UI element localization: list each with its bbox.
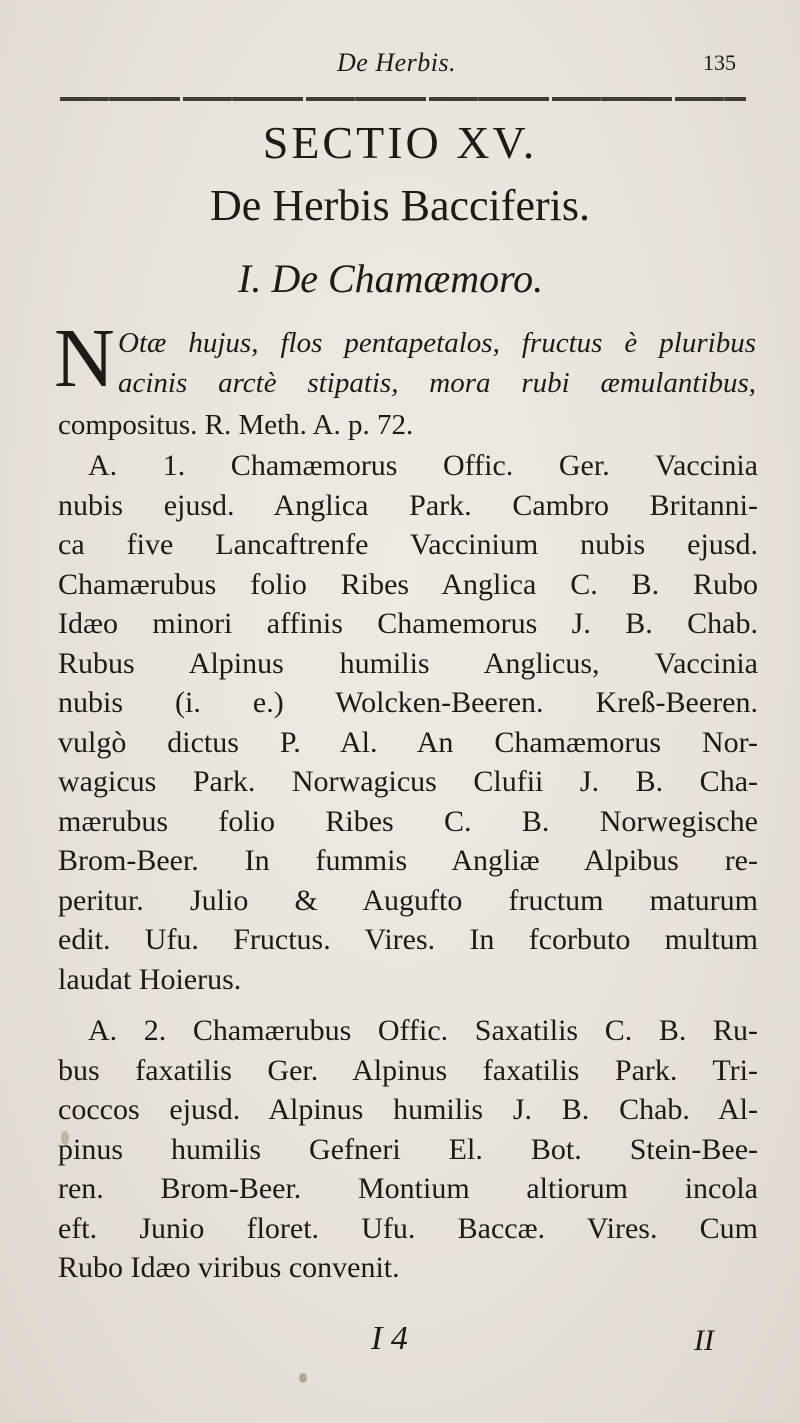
text-line: vulgò dictus P. Al. An Chamæmorus Nor- [58,725,758,759]
intro-line: acinis arctè stipatis, mora rubi æmulantibus, [118,367,756,399]
text-line: bus faxatilis Ger. Alpinus faxatilis Park. Tri- [58,1053,758,1087]
text-line: coccos ejusd. Alpinus humilis J. B. Chab. Al- [58,1093,758,1126]
subheading: I. De Chamæmoro. [238,256,544,301]
text-line: A. 2. Chamærubus Offic. Saxatilis C. B. Ru- [88,1014,758,1047]
paragraph-2 [58,1011,758,1288]
text-line: Idæo minori affinis Chamemorus J. B. Chab. [58,607,758,640]
signature-mark: I 4 [371,1320,408,1357]
text-line: Brom-Beer. In fummis Angliæ Alpibus re- [58,844,758,877]
drop-cap: N [54,312,115,405]
text-line: peritur. Julio & Augufto fructum maturum [58,883,758,917]
text-line: laudat Hoierus. [58,962,242,996]
text-line: eft. Junio floret. Ufu. Baccæ. Vires. Cum [58,1211,758,1245]
catchword: II [694,1324,714,1357]
text-line: wagicus Park. Norwagicus Clufii J. B. Cha- [58,765,758,798]
section-title: De Herbis Bacciferis. [210,181,590,230]
ink-spot [61,1131,69,1145]
text-line: ren. Brom-Beer. Montium altiorum incola [58,1172,758,1205]
intro-line: compositus. R. Meth. A. p. 72. [58,409,414,441]
text-line: pinus humilis Gefneri El. Bot. Stein-Bee- [58,1132,758,1166]
page-number: 135 [703,50,736,75]
header-rule [60,97,746,101]
running-head: De Herbis. [337,48,457,77]
text-line: Rubus Alpinus humilis Anglicus, Vaccinia [58,646,758,680]
text-line: nubis (i. e.) Wolcken-Beeren. Kreß-Beeren. [58,686,758,719]
ink-spot [299,1373,307,1383]
text-line: Chamærubus folio Ribes Anglica C. B. Rubo [58,567,758,601]
paragraph-1 [58,446,758,999]
text-line: Rubo Idæo viribus convenit. [58,1251,400,1284]
text-line: A. 1. Chamæmorus Offic. Ger. Vaccinia [88,449,758,482]
text-line: mærubus folio Ribes C. B. Norwegische [58,804,758,838]
text-line: ca five Lancaftrenfe Vaccinium nubis ejusd. [58,528,758,561]
intro-line: Otæ hujus, flos pentapetalos, fructus è pluribus [118,327,756,359]
text-line: nubis ejusd. Anglica Park. Cambro Britanni- [58,488,758,522]
page-header [0,44,800,84]
section-label: SECTIO XV. [262,117,538,168]
text-line: edit. Ufu. Fructus. Vires. In fcorbuto multum [58,923,758,956]
intro-text [118,323,756,403]
